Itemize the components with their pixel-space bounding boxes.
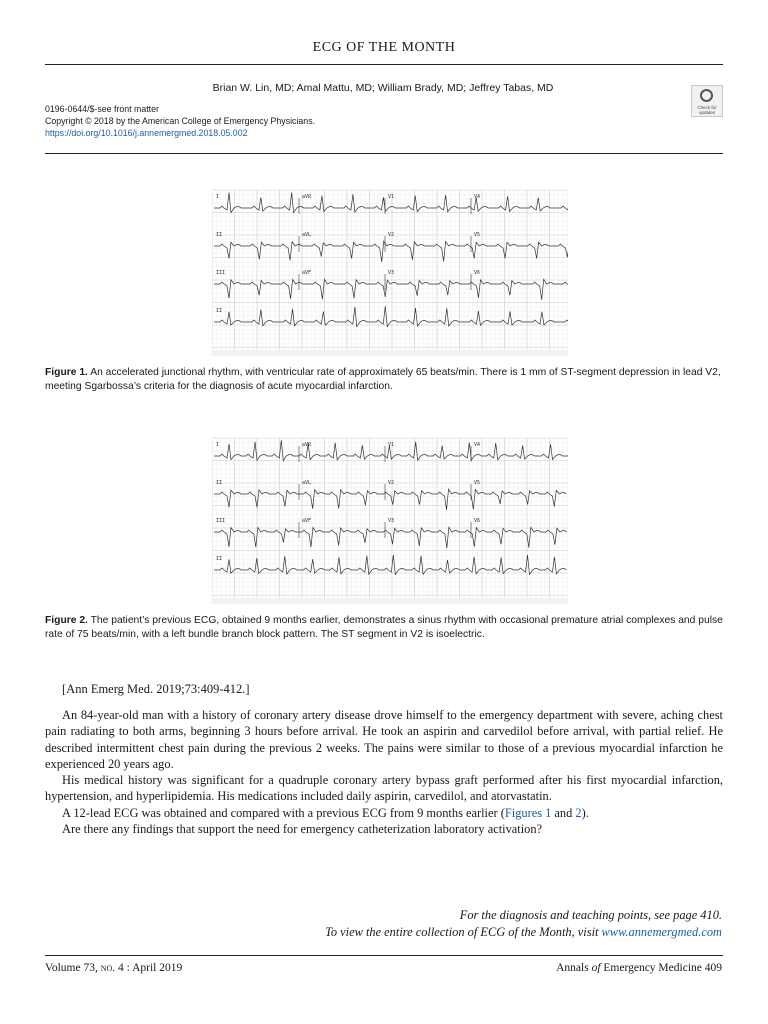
author-list: Brian W. Lin, MD; Amal Mattu, MD; William Brady, MD; Jeffrey Tabas, MD	[212, 82, 554, 94]
footer-journal	[556, 962, 722, 974]
ecg-lead-label: I	[216, 194, 220, 200]
figure-2-caption-text: The patient’s previous ECG, obtained 9 months earlier, demonstrates a sinus rhythm with occasional premature atrial complexes and pulse rate of 75 beats/min, with a left bundle branch block pattern. The ST segment in V2 is isoelectric.	[45, 615, 723, 640]
check-for-updates-badge[interactable]	[691, 85, 723, 117]
figure-1-caption	[45, 366, 723, 394]
doi-link[interactable]: https://doi.org/10.1016/j.annemergmed.2018.05.002	[45, 128, 248, 138]
header-rule	[45, 64, 723, 65]
ecg-lead-label: V5	[474, 232, 481, 238]
ecg-figure-1	[212, 186, 568, 356]
journal-name-post: Emergency Medicine	[600, 962, 702, 974]
body-paragraph-3	[45, 805, 723, 821]
footer-date: April 2019	[132, 962, 183, 974]
ecg-lead-label: aVF	[302, 518, 312, 524]
figure-2-link[interactable]: 2	[575, 805, 582, 820]
ecg-lead-label: II	[216, 480, 223, 486]
ecg-lead-label: V6	[474, 270, 481, 276]
figure-1-caption-text: An accelerated junctional rhythm, with ventricular rate of approximately 65 beats/min. There is 1 mm of ST-segment depression in lead V2, meeting Sgarbossa’s criteria for the diagnosis of acute myocardial infarction.	[45, 367, 721, 392]
article-citation: [Ann Emerg Med. 2019;73:409-412.]	[62, 682, 250, 696]
footer-volume	[45, 962, 182, 974]
ecg-lead-label: aVR	[302, 194, 312, 200]
ecg-lead-label: V4	[474, 194, 481, 200]
ecg-lead-label: V4	[474, 442, 481, 448]
ecg-figure-2	[212, 434, 568, 604]
ecg-lead-label: II	[216, 308, 223, 314]
figure-1-label: Figure 1.	[45, 367, 88, 378]
ecg-lead-label: aVR	[302, 442, 312, 448]
check-updates-label: Check for updates	[697, 105, 717, 115]
ecg-lead-label: V5	[474, 480, 481, 486]
front-matter-rule	[45, 153, 723, 154]
ecg-lead-label: V1	[388, 442, 395, 448]
ecg-tracing-1	[212, 186, 568, 356]
footer-volume-number: Volume 73,	[45, 962, 98, 974]
footer-separator: :	[123, 962, 133, 974]
p3-text-after: ).	[581, 805, 589, 820]
body-paragraph-1: An 84-year-old man with a history of coronary artery disease drove himself to the emergency department with severe, aching chest pain radiating to both arms, beginning 3 hours before arrival. He took an aspirin and carvedilol before arrival, with partial relief. He described intermittent chest pain during the previous 2 weeks. The pains were similar to those of a previous myocardial infarction he experienced 20 years ago.	[45, 708, 723, 771]
journal-website-link[interactable]: www.annemergmed.com	[601, 925, 722, 939]
footer-issue: no. 4	[100, 962, 124, 974]
ecg-lead-label: V1	[388, 194, 395, 200]
footer-rule	[45, 955, 723, 956]
front-matter-price: 0196-0644/$-see front matter	[45, 104, 159, 114]
figure-1-link[interactable]: Figures 1	[504, 805, 552, 820]
ecg-lead-label: aVL	[302, 232, 312, 238]
journal-name-pre: Annals	[556, 962, 592, 974]
body-paragraph-4: Are there any findings that support the need for emergency catheterization laboratory activation?	[62, 822, 543, 837]
ecg-info-bar	[212, 350, 568, 356]
copyright-line: Copyright © 2018 by the American College of Emergency Physicians.	[45, 116, 316, 126]
teaching-line-2-text: To view the entire collection of ECG of the Month, visit	[325, 925, 602, 939]
p3-text-and: and	[551, 805, 576, 820]
ecg-lead-label: V6	[474, 518, 481, 524]
teaching-note	[325, 907, 722, 941]
body-paragraph-2: His medical history was significant for a quadruple coronary artery bypass graft performed after his first myocardial infarction, hypertension, and hyperlipidemia. His medications included daily aspirin, carvedilol, and atorvastatin.	[45, 773, 723, 804]
ecg-lead-label: II	[216, 556, 223, 562]
article-body	[45, 707, 723, 837]
ecg-lead-label: V3	[388, 518, 395, 524]
ecg-tracing-2	[212, 434, 568, 604]
ecg-lead-label: V2	[388, 232, 395, 238]
figure-2-label: Figure 2.	[45, 615, 88, 626]
section-title: ECG OF THE MONTH	[312, 40, 456, 55]
check-updates-icon	[700, 89, 713, 102]
figure-2-caption	[45, 614, 723, 642]
ecg-info-bar	[212, 598, 568, 604]
p3-text-before: A 12-lead ECG was obtained and compared with a previous ECG from 9 months earlier (	[62, 805, 505, 820]
journal-name-of: of	[591, 962, 601, 974]
teaching-line-2	[325, 924, 722, 941]
teaching-line-1: For the diagnosis and teaching points, see page 410.	[459, 908, 722, 922]
ecg-lead-label: II	[216, 232, 223, 238]
ecg-lead-label: V2	[388, 480, 395, 486]
ecg-lead-label: III	[216, 270, 226, 276]
ecg-lead-label: aVF	[302, 270, 312, 276]
ecg-lead-label: aVL	[302, 480, 312, 486]
ecg-lead-label: V3	[388, 270, 395, 276]
ecg-lead-label: III	[216, 518, 226, 524]
front-matter	[45, 103, 465, 139]
ecg-lead-label: I	[216, 442, 220, 448]
page-number: 409	[704, 962, 722, 974]
